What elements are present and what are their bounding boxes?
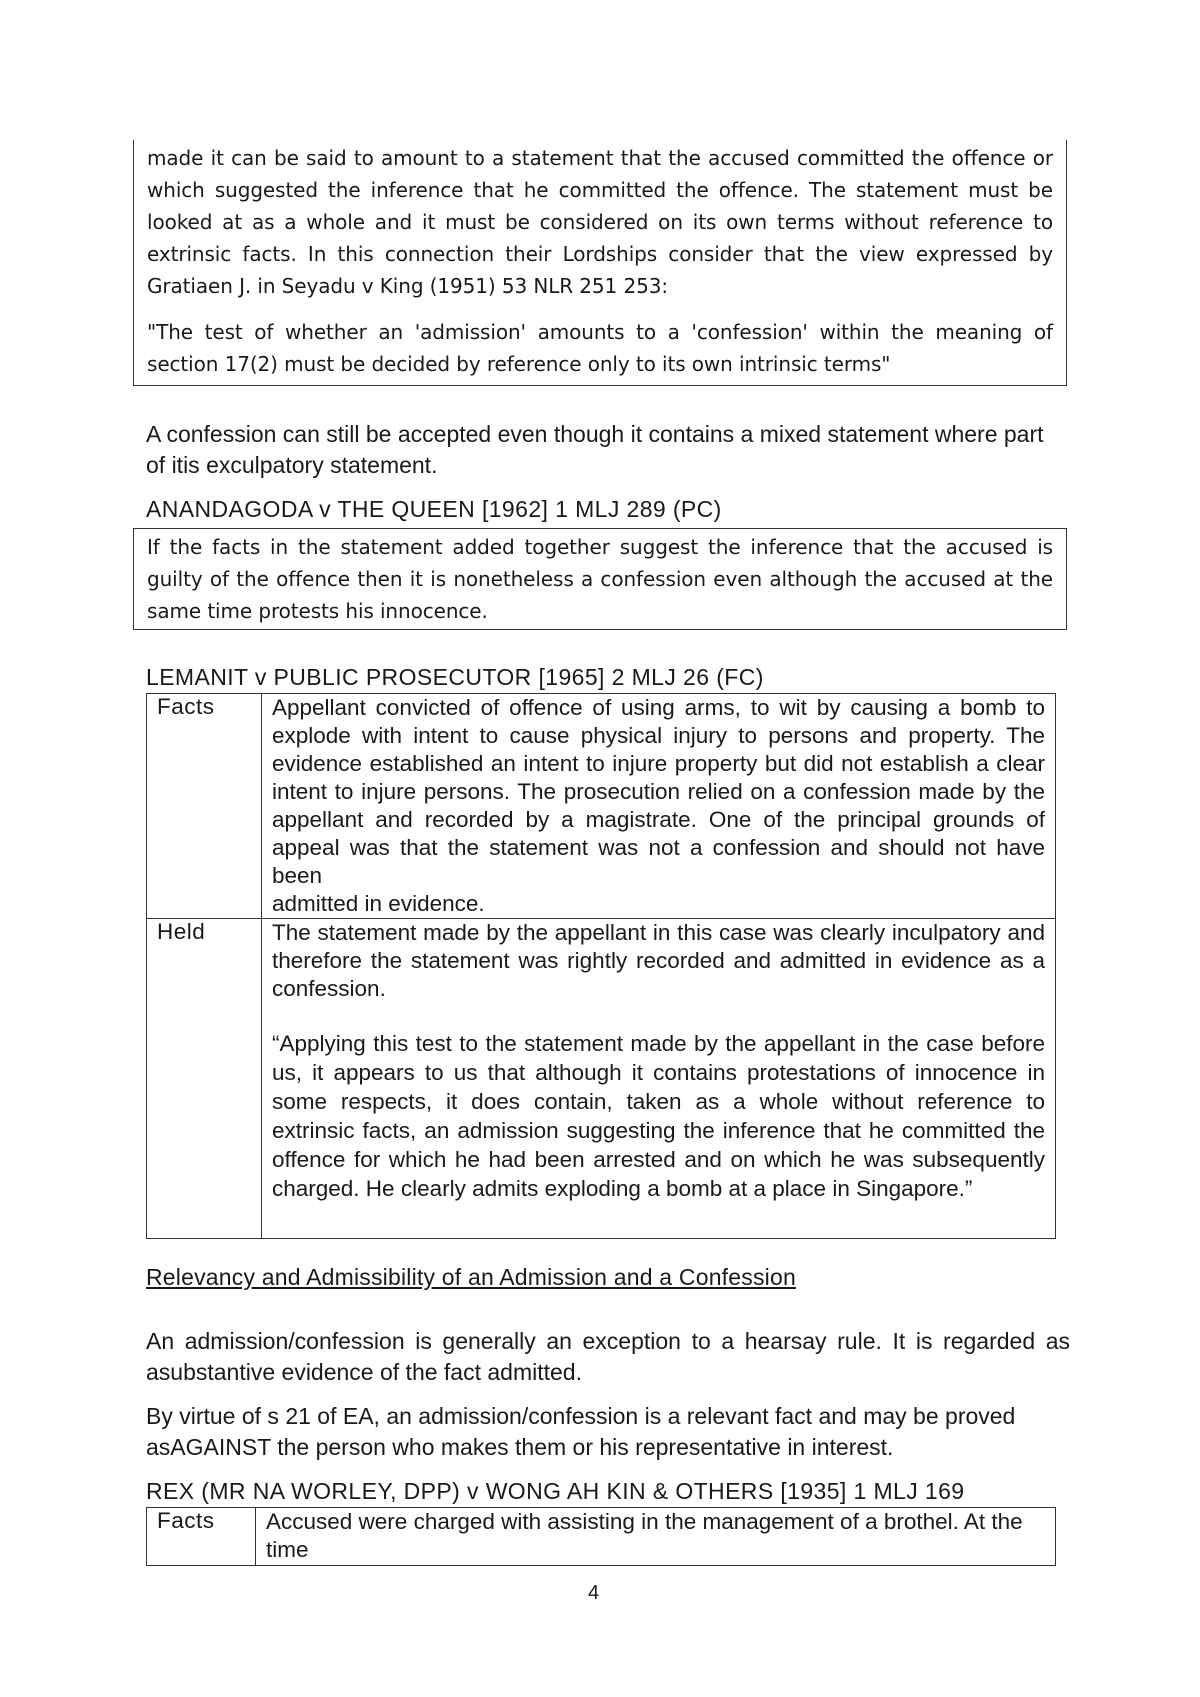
rex-heading: REX (MR NA WORLEY, DPP) v WONG AH KIN & OTHERS [1935] 1 MLJ 169 [146, 1478, 965, 1504]
held-text-2: “Applying this test to the statement made by the appellant in the case before us, it appears to us that although it contains protestations of innocence in some respects, it does contain, taken as a whole without reference to extrinsic facts, an admission suggesting the inference that he committed the offence for which he had been arrested and on which he was subsequently charged. He clearly admits exploding a bomb at a place in Singapore.” [272, 1031, 1045, 1201]
s21-paragraph: By virtue of s 21 of EA, an admission/confession is a relevant fact and may be proved asAGAINST the person who makes them or his representative in interest. [146, 1403, 1016, 1460]
page-number: 4 [588, 1582, 600, 1604]
lemanit-table [146, 693, 1056, 1239]
held-cell [262, 919, 1056, 1239]
anandagoda-box [133, 528, 1067, 630]
section-heading: Relevancy and Admissibility of an Admission and a Confession [146, 1264, 796, 1290]
rex-table [146, 1507, 1056, 1566]
table-row [147, 919, 1056, 1239]
seyadu-quote: "The test of whether an 'admission' amounts to a 'confession' within the meaning of section 17(2) must be decided by reference only to its own intrinsic terms" [147, 320, 1053, 376]
table-row [147, 694, 1056, 919]
seyadu-paragraph: made it can be said to amount to a statement that the accused committed the offence or which suggested the inference that he committed the offence. The statement must be looked at as a whole and it must be considered on its own terms without reference to extrinsic facts. In this connection their Lordships consider that the view expressed by Gratiaen J. in Seyadu v King (1951) 53 NLR 251 253: [147, 146, 1053, 298]
lemanit-heading: LEMANIT v PUBLIC PROSECUTOR [1965] 2 MLJ 26 (FC) [146, 664, 764, 690]
rex-facts-text: Accused were charged with assisting in the management of a brothel. At the time [256, 1508, 1056, 1566]
anandagoda-heading: ANANDAGODA v THE QUEEN [1962] 1 MLJ 289 (PC) [146, 496, 722, 522]
held-label: Held [147, 919, 262, 1239]
quote-box-seyadu [133, 140, 1067, 386]
table-row [147, 1508, 1056, 1566]
facts-cell [262, 694, 1056, 919]
held-text-1: The statement made by the appellant in this case was clearly inculpatory and therefore the statement was rightly recorded and admitted in evidence as a confession. [272, 920, 1045, 1001]
facts-text: Appellant convicted of offence of using arms, to wit by causing a bomb to explode with intent to cause physical injury to persons and property. The evidence established an intent to injure property but did not establish a clear intent to injure persons. The prosecution relied on a confession made by the appellant and recorded by a magistrate. One of the principal grounds of appeal was that the statement was not a confession and should not have been [272, 695, 1045, 888]
rex-facts-label: Facts [147, 1508, 256, 1566]
anandagoda-quote: If the facts in the statement added together suggest the inference that the accused is guilty of the offence then it is nonetheless a confession even although the accused at the same time protests his innocence. [147, 535, 1053, 623]
hearsay-paragraph: An admission/confession is generally an exception to a hearsay rule. It is regarded as asubstantive evidence of the fact admitted. [146, 1328, 1070, 1385]
facts-label: Facts [147, 694, 262, 919]
mixed-statement-paragraph: A confession can still be accepted even though it contains a mixed statement where part of itis exculpatory statement. [146, 421, 1044, 478]
facts-text-last: admitted in evidence. [272, 891, 485, 916]
